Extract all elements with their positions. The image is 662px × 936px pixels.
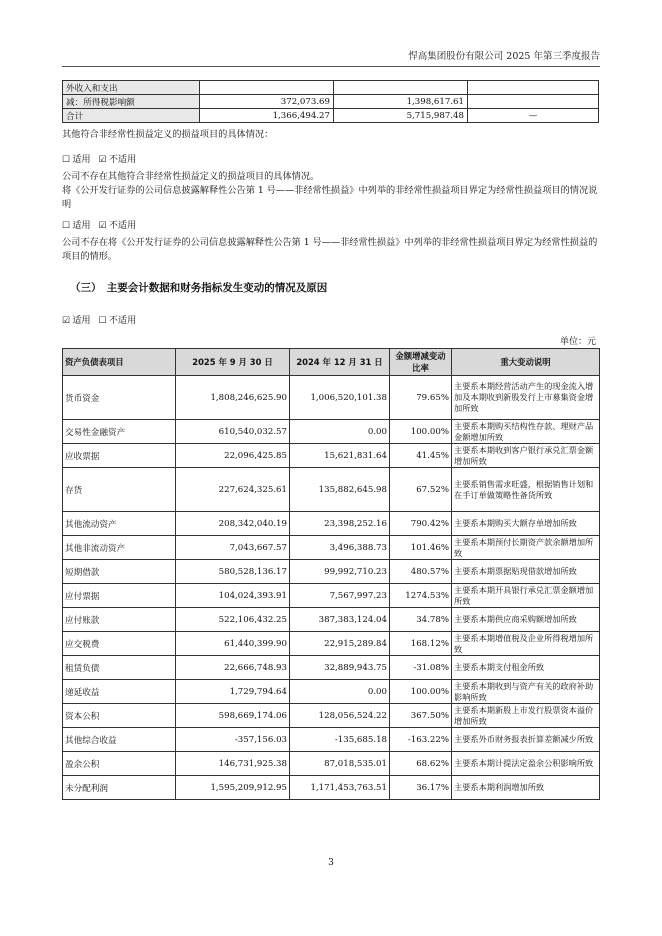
value-2024-12-31: 7,567,997.23 xyxy=(290,584,390,608)
table-row xyxy=(63,704,600,728)
column-header: 资产负债表项目 xyxy=(63,349,176,376)
value-2025-09-30: 227,624,325.61 xyxy=(176,468,290,512)
value-2024-12-31: 135,882,645.98 xyxy=(290,468,390,512)
table-header-row xyxy=(63,349,600,376)
value-cell xyxy=(200,81,334,95)
value-2025-09-30: 22,096,425.85 xyxy=(176,444,290,468)
value-2025-09-30: 7,043,667.57 xyxy=(176,536,290,560)
change-ratio: 480.57% xyxy=(390,560,452,584)
non-recurring-table xyxy=(62,80,599,123)
value-cell xyxy=(334,81,468,95)
column-header: 重大变动说明 xyxy=(452,349,600,376)
row-label: 合计 xyxy=(63,109,200,123)
change-reason: 主要系本期增值税及企业所得税增加所致 xyxy=(452,632,600,656)
change-reason: 主要系本期收到客户银行承兑汇票金额增加所致 xyxy=(452,444,600,468)
value-2024-12-31: 0.00 xyxy=(290,680,390,704)
table-row xyxy=(63,468,600,512)
change-ratio: -163.22% xyxy=(390,728,452,752)
applicability-checkboxes xyxy=(62,151,138,165)
table-row xyxy=(63,420,600,444)
row-item-label: 未分配利润 xyxy=(63,776,176,800)
option-label: 适用 xyxy=(72,154,91,165)
change-reason: 主要系本期开具银行承兑汇票金额增加所致 xyxy=(452,584,600,608)
unit-label: 单位：元 xyxy=(559,337,596,347)
table-row xyxy=(63,776,600,800)
checked-box-icon: ☑ xyxy=(62,315,71,326)
column-header: 2025 年 9 月 30 日 xyxy=(176,349,290,376)
value-cell: 372,073.69 xyxy=(200,95,334,109)
change-ratio: -31.08% xyxy=(390,656,452,680)
change-reason: 主要系本期收到与资产有关的政府补助影响所致 xyxy=(452,680,600,704)
row-item-label: 应收票据 xyxy=(63,444,176,468)
balance-sheet-changes-table xyxy=(62,348,600,800)
table-row xyxy=(63,95,599,109)
change-ratio: 36.17% xyxy=(390,776,452,800)
change-ratio: 1274.53% xyxy=(390,584,452,608)
row-item-label: 资本公积 xyxy=(63,704,176,728)
section-title: （三） 主要会计数据和财务指标发生变动的情况及原因 xyxy=(70,282,328,294)
row-item-label: 其他非流动资产 xyxy=(63,536,176,560)
table-row xyxy=(63,728,600,752)
table-row xyxy=(63,656,600,680)
option-label: 不适用 xyxy=(108,220,137,231)
value-2025-09-30: 580,528,136.17 xyxy=(176,560,290,584)
value-cell: — xyxy=(468,109,599,123)
change-ratio: 168.12% xyxy=(390,632,452,656)
change-reason: 主要系本期计提法定盈余公积影响所致 xyxy=(452,752,600,776)
value-2024-12-31: 3,496,388.73 xyxy=(290,536,390,560)
paragraph: 将《公开发行证券的公司信息披露解释性公告第 1 号——非经常性损益》中列举的非经常性损益项目界定为经常性损益项目的情况说明 xyxy=(62,185,598,210)
row-item-label: 交易性金融资产 xyxy=(63,420,176,444)
value-2025-09-30: 104,024,393.91 xyxy=(176,584,290,608)
change-reason: 主要系本期购买结构性存款、理财产品金额增加所致 xyxy=(452,420,600,444)
value-2024-12-31: 32,889,943.75 xyxy=(290,656,390,680)
value-2024-12-31: 1,006,520,101.38 xyxy=(290,376,390,420)
change-reason: 主要系本期新股上市发行股票资本溢价增加所致 xyxy=(452,704,600,728)
row-item-label: 其他综合收益 xyxy=(63,728,176,752)
value-2025-09-30: 1,729,794.64 xyxy=(176,680,290,704)
unchecked-box-icon: ☐ xyxy=(62,154,71,165)
change-reason: 主要系本期预付长期资产款余额增加所致 xyxy=(452,536,600,560)
value-2024-12-31: 99,992,710.23 xyxy=(290,560,390,584)
paragraph: 公司不存在其他符合非经常性损益定义的损益项目的具体情况。 xyxy=(62,171,320,182)
value-2024-12-31: 1,171,453,763.51 xyxy=(290,776,390,800)
change-ratio: 79.65% xyxy=(390,376,452,420)
value-2025-09-30: 522,106,432.25 xyxy=(176,608,290,632)
value-cell: 5,715,987.48 xyxy=(334,109,468,123)
value-2024-12-31: 15,621,831.64 xyxy=(290,444,390,468)
value-2024-12-31: 87,018,535.01 xyxy=(290,752,390,776)
value-cell: 1,366,494.27 xyxy=(200,109,334,123)
row-item-label: 其他流动资产 xyxy=(63,512,176,536)
value-2025-09-30: 1,808,246,625.90 xyxy=(176,376,290,420)
table-row xyxy=(63,560,600,584)
row-item-label: 盈余公积 xyxy=(63,752,176,776)
change-reason: 主要系销售需求旺盛，根据销售计划和在手订单做策略性备货所致 xyxy=(452,468,600,512)
value-2025-09-30: 61,440,399.90 xyxy=(176,632,290,656)
change-reason: 主要系本期支付租金所致 xyxy=(452,656,600,680)
change-ratio: 367.50% xyxy=(390,704,452,728)
change-reason: 主要系本期票据贴现借款增加所致 xyxy=(452,560,600,584)
change-ratio: 100.00% xyxy=(390,680,452,704)
change-ratio: 101.46% xyxy=(390,536,452,560)
value-2025-09-30: 22,666,748.93 xyxy=(176,656,290,680)
checked-box-icon: ☑ xyxy=(98,220,107,231)
change-reason: 主要系本期经营活动产生的现金流入增加及本期收到新股发行上市募集资金增加所致 xyxy=(452,376,600,420)
value-cell xyxy=(468,95,599,109)
change-reason: 主要系本期供应商采购额增加所致 xyxy=(452,608,600,632)
table-row xyxy=(63,608,600,632)
change-reason: 主要系外币财务报表折算差额减少所致 xyxy=(452,728,600,752)
applicability-checkboxes xyxy=(62,312,138,326)
table-row xyxy=(63,444,600,468)
change-reason: 主要系本期购买大额存单增加所致 xyxy=(452,512,600,536)
row-item-label: 租赁负债 xyxy=(63,656,176,680)
option-label: 不适用 xyxy=(108,315,137,326)
paragraph: 其他符合非经常性损益定义的损益项目的具体情况： xyxy=(62,129,274,140)
change-ratio: 34.78% xyxy=(390,608,452,632)
row-label: 外收入和支出 xyxy=(63,81,200,95)
header-divider xyxy=(62,66,600,67)
checked-box-icon: ☑ xyxy=(98,154,107,165)
option-label: 适用 xyxy=(72,220,91,231)
table-row xyxy=(63,81,599,95)
table-row xyxy=(63,536,600,560)
value-cell xyxy=(468,81,599,95)
value-2025-09-30: 1,595,209,912.95 xyxy=(176,776,290,800)
value-2024-12-31: 22,915,289.84 xyxy=(290,632,390,656)
change-ratio: 41.45% xyxy=(390,444,452,468)
unchecked-box-icon: ☐ xyxy=(62,220,71,231)
value-2024-12-31: 0.00 xyxy=(290,420,390,444)
table-row xyxy=(63,512,600,536)
change-ratio: 67.52% xyxy=(390,468,452,512)
value-2025-09-30: -357,156.03 xyxy=(176,728,290,752)
row-item-label: 应付账款 xyxy=(63,608,176,632)
table-row xyxy=(63,752,600,776)
value-2024-12-31: 128,056,524.22 xyxy=(290,704,390,728)
value-cell: 1,398,617.61 xyxy=(334,95,468,109)
row-item-label: 货币资金 xyxy=(63,376,176,420)
row-item-label: 递延收益 xyxy=(63,680,176,704)
row-item-label: 应交税费 xyxy=(63,632,176,656)
column-header: 2024 年 12 月 31 日 xyxy=(290,349,390,376)
row-item-label: 存货 xyxy=(63,468,176,512)
table-row xyxy=(63,376,600,420)
page-number: 3 xyxy=(328,858,334,868)
row-item-label: 短期借款 xyxy=(63,560,176,584)
column-header: 金额增减变动比率 xyxy=(390,349,452,376)
change-ratio: 68.62% xyxy=(390,752,452,776)
page-header: 悍高集团股份有限公司 2025 年第三季度报告 xyxy=(408,51,600,62)
value-2024-12-31: 387,383,124.04 xyxy=(290,608,390,632)
option-label: 不适用 xyxy=(108,154,137,165)
value-2024-12-31: -135,685.18 xyxy=(290,728,390,752)
value-2025-09-30: 208,342,040.19 xyxy=(176,512,290,536)
table-row xyxy=(63,109,599,123)
change-reason: 主要系本期利润增加所致 xyxy=(452,776,600,800)
table-row xyxy=(63,584,600,608)
applicability-checkboxes xyxy=(62,217,138,231)
change-ratio: 100.00% xyxy=(390,420,452,444)
table-row xyxy=(63,680,600,704)
row-label: 减：所得税影响额 xyxy=(63,95,200,109)
value-2025-09-30: 610,540,032.57 xyxy=(176,420,290,444)
change-ratio: 790.42% xyxy=(390,512,452,536)
value-2025-09-30: 146,731,925.38 xyxy=(176,752,290,776)
row-item-label: 应付票据 xyxy=(63,584,176,608)
unchecked-box-icon: ☐ xyxy=(98,315,107,326)
table-row xyxy=(63,632,600,656)
paragraph: 公司不存在将《公开发行证券的公司信息披露解释性公告第 1 号——非经常性损益》中列举的非经常性损益项目界定为经常性损益的项目的情形。 xyxy=(62,237,598,262)
option-label: 适用 xyxy=(72,315,91,326)
value-2024-12-31: 23,398,252.16 xyxy=(290,512,390,536)
value-2025-09-30: 598,669,174.06 xyxy=(176,704,290,728)
table-body xyxy=(63,376,600,800)
